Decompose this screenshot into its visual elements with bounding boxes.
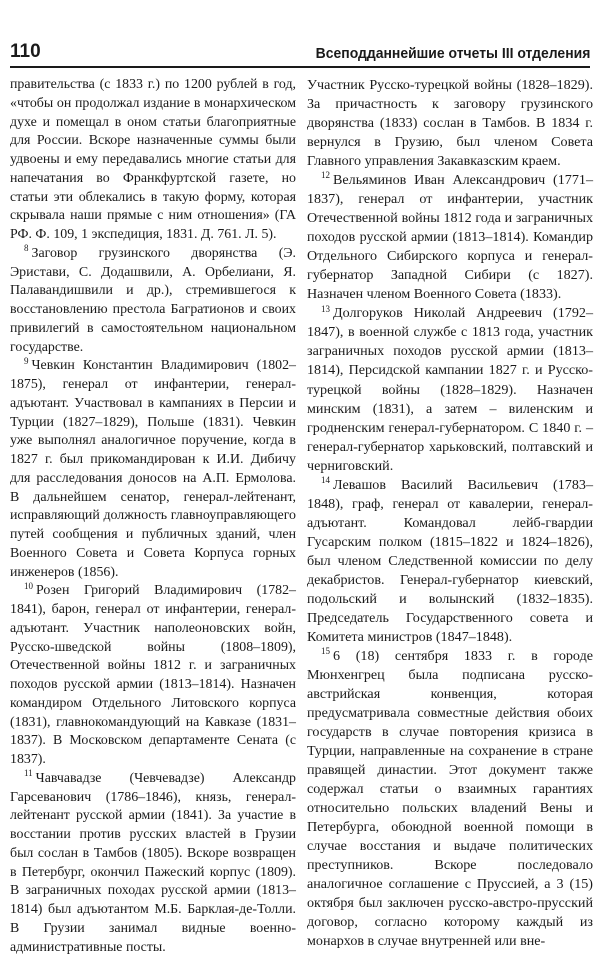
footnote-text: правительства (с 1833 г.) по 1200 рублей в год, «чтобы он продолжал издание в монархическом духе и помещал в оном статьи благоприятные для России. Вскоре назначенные суммы были удвоены и ему передавались многие статьи для напечатания во Франкфуртской газете, но статьи эти облекались в такую форму, которая скрывала наши прямые с ним отношения» (ГА РФ. Ф. 109, 1 экспедиция, 1831. Д. 761. Л. 5). [10,77,296,242]
footnote-15 [307,647,593,952]
running-title: Всеподданнейшие отчеты III отделения [315,45,590,62]
page-header [10,34,590,68]
footnote-marker: 13 [321,303,330,314]
footnote-11 [10,770,296,958]
footnote-text: Участник Русско-турецкой войны (1828–1829). За причастность к заговору грузинского дворянства (1833) сослан в Тамбов. В 1834 г. вернулся в Грузию, был членом Совета Главного управления Закавказским краем. [307,77,593,170]
footnote-14 [307,476,593,647]
footnote-12 [307,171,593,304]
footnote-marker: 11 [24,768,33,779]
footnote-text: Левашов Василий Васильевич (1783–1848), граф, генерал от кавалерии, генерал-адъютант. Командовал лейб-гвардии Гусарским полком (1815–1822 и 1824–1826), был членом Следственной комиссии по делу декабристов. Генерал-губернатор киевский, подольский и волынский (1832–1835). Председатель Государственного совета и Комитета министров (1847–1848). [307,476,593,645]
footnote-continuation [10,76,296,245]
footnote-marker: 15 [321,646,330,657]
left-column [10,76,296,957]
footnote-8 [10,245,296,358]
footnote-marker: 8 [24,243,29,254]
footnote-marker: 12 [321,170,330,181]
page-number: 110 [10,41,41,62]
right-column [307,76,593,951]
footnote-text: Вельяминов Иван Александрович (1771–1837), генерал от инфантерии, участник Отечественной войны 1812 года и заграничных походов русской армии (1813–1814). Командир Отдельного Сибирского корпуса и генерал-губернатор Западной Сибири (с 1827). Назначен членом Военного Совета (1833). [307,172,593,303]
footnote-text: 6 (18) сентября 1833 г. в городе Мюнхенгрец была подписана русско-австрийская конвенция, которая предусматривала совместные действия обоих государств в случае повторения кризиса в Турции, направленные на сохранение в стране правящей династии. Этот документ также содержал статьи о взаимных гарантиях относительно польских владений Вены и Петербурга, обоюдной военной помощи в случае восстания и выдаче политических преступников. Вскоре последовало аналогичное соглашение с Пруссией, а 3 (15) октября был заключен русско-австро-прусский договор, согласно которому каждый из монархов в случае внутренней или вне- [307,647,593,950]
footnote-continuation [307,76,593,171]
footnote-13 [307,304,593,475]
footnote-marker: 10 [24,580,33,591]
footnote-text: Долгоруков Николай Андреевич (1792–1847), в военной службе с 1813 года, участник заграничных походов русской армии (1813–1814), Персидской кампании 1827 г. и Русско-турецкой войны (1828–1829). Назначен минским (1831), а затем – виленским и гродненским генерал-губернатором. С 1840 г. – генерал-губернатор харьковский, полтавский и черниговский. [307,305,593,474]
footnote-text: Чавчавадзе (Чевчевадзе) Александр Гарсеванович (1786–1846), князь, генерал-лейтенант русской армии (1841). За участие в восстании против русских властей в Грузии был сослан в Тамбов (1805). Вскоре возвращен в Петербург, окончил Пажеский корпус (1809). В заграничных походах русской армии (1813–1814) был адъютантом М.Б. Барклая-де-Толли. В Грузии занимал видные военно-административные посты. [10,770,296,955]
footnote-9 [10,357,296,582]
footnote-marker: 14 [321,474,330,485]
footnote-marker: 9 [24,355,29,366]
footnote-10 [10,582,296,770]
footnote-text: Чевкин Константин Владимирович (1802–1875), генерал от инфантерии, генерал-адъютант. Участвовал в кампаниях в Персии и Турции (1827–1829), Польше (1831). Чевкин уже выполнял аналогичное поручение, когда в 1827 г. был прикомандирован к И.И. Дибичу для расследования доносов на А.П. Ермолова. В дальнейшем сенатор, генерал-лейтенант, исправляющий должность главноуправляющего путей сообщения и публичных зданий, член Военного Совета и Совета Корпуса горных инженеров (1856). [10,358,296,580]
footnote-text: Заговор грузинского дворянства (Э. Эристави, С. Додашвили, А. Орбелиани, Я. Палавандишвили и др.), стремившегося к восстановлению престола Багратионов и своих привилегий в самостоятельном национальном государстве. [10,245,296,355]
footnote-text: Розен Григорий Владимирович (1782–1841), барон, генерал от инфантерии, генерал-адъютант. Участник наполеоновских войн, Русско-шведской войны (1808–1809), Отечественной войны 1812 г. и заграничных походов русской армии (1813–1814). Назначен командиром Отдельного Литовского корпуса (1831), главнокомандующий на Кавказе (1831–1837). В Московском департаменте Сената (с 1837). [10,583,296,767]
